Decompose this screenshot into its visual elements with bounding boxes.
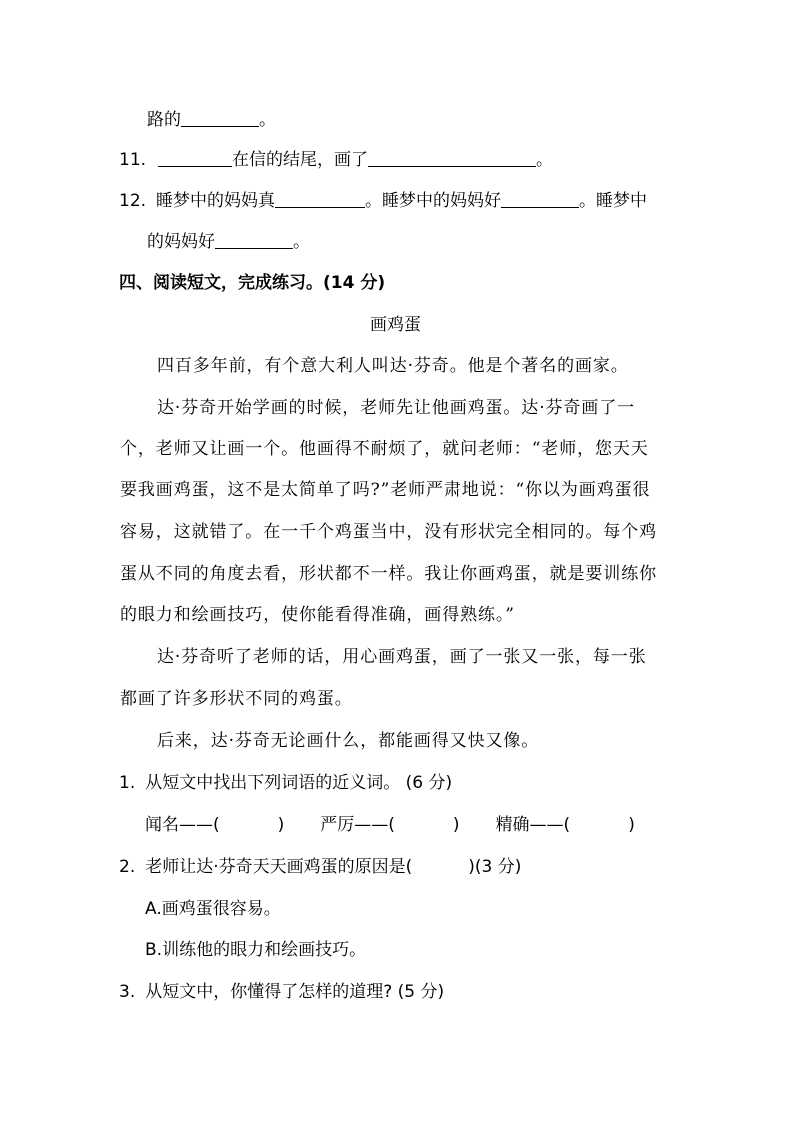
synonym-word: 精确——( (495, 815, 571, 835)
paren-close: ) (277, 815, 285, 835)
answer-blank[interactable] (181, 110, 259, 127)
question-12 (119, 190, 647, 212)
passage-line: 个，老师又让画一个。他画得不耐烦了，就问老师：“老师，您天天 (120, 439, 649, 459)
question-3 (119, 981, 444, 1003)
question-2 (119, 856, 521, 878)
question-number: 12. (119, 191, 147, 211)
question-end: 。 (536, 150, 554, 170)
answer-blank[interactable] (501, 191, 579, 208)
passage-line: 达·芬奇开始学画的时候，老师先让他画鸡蛋。达·芬奇画了一 (157, 398, 636, 418)
question-text: 从短文中找出下列词语的近义词。 (6 分) (145, 773, 453, 793)
prev-question-tail (147, 109, 276, 131)
question-number: 3. (119, 982, 136, 1002)
question-number: 2. (119, 857, 136, 877)
passage-line: 四百多年前，有个意大利人叫达·芬奇。他是个著名的画家。 (157, 356, 629, 376)
answer-blank[interactable] (368, 150, 536, 167)
synonym-word: 闻名——( (145, 815, 220, 835)
synonym-item (496, 815, 635, 835)
option-a[interactable]: A.画鸡蛋很容易。 (145, 899, 281, 919)
passage-line: 容易，这就错了。在一千个鸡蛋当中，没有形状完全相同的。每个鸡 (120, 522, 657, 542)
question-text: 老师让达·芬奇天天画鸡蛋的原因是( (145, 857, 413, 877)
option-b[interactable]: B.训练他的眼力和绘画技巧。 (145, 940, 367, 960)
prev-tail-end: 。 (259, 110, 276, 130)
answer-blank[interactable] (275, 191, 365, 208)
question-text: 从短文中，你懂得了怎样的道理? (5 分) (145, 982, 445, 1002)
question-text: 在信的结尾，画了 (232, 150, 369, 170)
paren-close: ) (452, 815, 460, 835)
question-score: )(3 分) (468, 857, 522, 877)
synonym-word: 严厉——( (320, 815, 395, 835)
synonym-item (145, 815, 284, 835)
passage-title: 画鸡蛋 (370, 315, 421, 335)
passage-line: 都画了许多形状不同的鸡蛋。 (120, 689, 353, 709)
answer-blank[interactable] (158, 150, 232, 167)
prev-tail-text: 路的 (147, 110, 181, 130)
passage-line: 达·芬奇听了老师的话，用心画鸡蛋，画了一张又一张，每一张 (157, 647, 647, 667)
question-number: 1. (119, 773, 136, 793)
passage-line: 要我画鸡蛋，这不是太简单了吗?”老师严肃地说：“你以为画鸡蛋很 (120, 480, 651, 500)
answer-blank[interactable] (215, 232, 293, 249)
paren-close: ) (628, 815, 635, 835)
question-text: 。睡梦中 (579, 191, 648, 211)
passage-line: 蛋从不同的角度去看，形状都不一样。我让你画鸡蛋，就是要训练你 (120, 564, 657, 584)
question-text: 。睡梦中的妈妈好 (365, 191, 502, 211)
question-1-items (145, 814, 635, 836)
question-text: 的妈妈好 (147, 232, 215, 252)
question-11 (119, 149, 553, 171)
question-end: 。 (293, 232, 310, 252)
passage-line: 的眼力和绘画技巧，使你能看得准确，画得熟练。” (120, 605, 515, 625)
synonym-item (320, 815, 459, 835)
question-text: 睡梦中的妈妈真 (156, 191, 276, 211)
question-number: 11. (119, 150, 147, 170)
section-heading: 四、阅读短文，完成练习。(14 分) (119, 273, 386, 293)
passage-line: 后来，达·芬奇无论画什么，都能画得又快又像。 (157, 731, 540, 751)
question-1 (119, 772, 452, 794)
question-12-cont (147, 231, 310, 253)
